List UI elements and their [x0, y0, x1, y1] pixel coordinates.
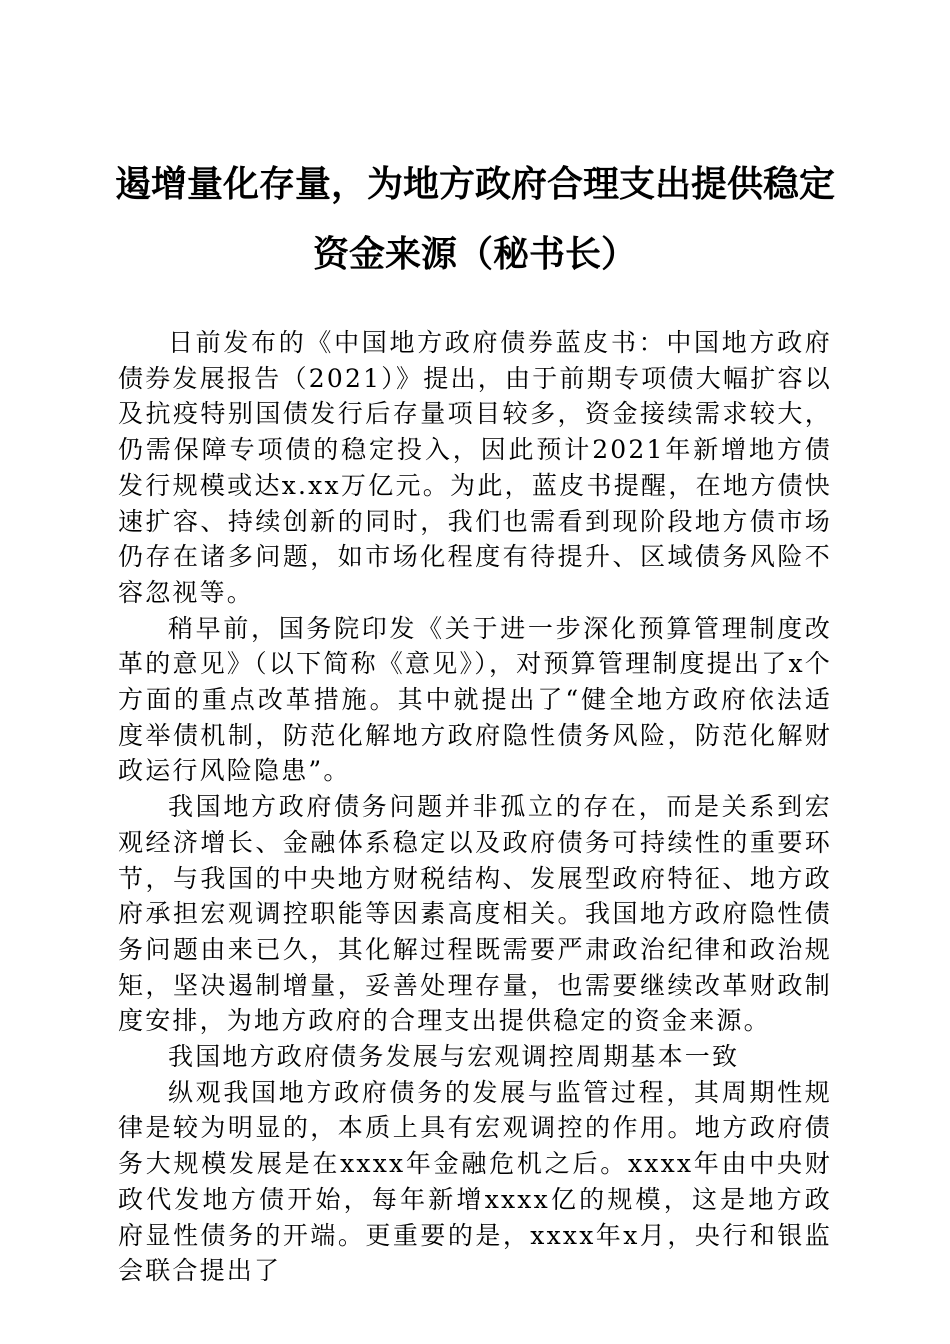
- section-heading: 我国地方政府债务发展与宏观调控周期基本一致: [168, 1042, 740, 1072]
- paragraph-1: 日前发布的《中国地方政府债券蓝皮书：中国地方政府债券发展报告（2021）》提出，由于前期专项债大幅扩容以及抗疫特别国债发行后存量项目较多，资金接续需求较大，仍需保障专项债的稳定投入，因此预计2021年新增地方债发行规模或达x.xx万亿元。为此，蓝皮书提醒，在地方债快速扩容、持续创新的同时，我们也需看到现阶段地方债市场仍存在诸多问题，如市场化程度有待提升、区域债务风险不容忽视等。: [118, 328, 832, 607]
- document-title-line-1: 遏增量化存量，为地方政府合理支出提供稳定: [114, 164, 835, 205]
- paragraph-2: 稍早前，国务院印发《关于进一步深化预算管理制度改革的意见》（以下简称《意见》），对预算管理制度提出了x个方面的重点改革措施。其中就提出了“健全地方政府依法适度举债机制，防范化解地方政府隐性债务风险，防范化解财政运行风险隐患”。: [118, 613, 832, 786]
- paragraph-4: 纵观我国地方政府债务的发展与监管过程，其周期性规律是较为明显的，本质上具有宏观调控的作用。地方政府债务大规模发展是在xxxx年金融危机之后。xxxx年由中央财政代发地方债开始，每年新增xxxx亿的规模，这是地方政府显性债务的开端。更重要的是，xxxx年x月，央行和银监会联合提出了: [118, 1077, 832, 1286]
- paragraph-3: 我国地方政府债务问题并非孤立的存在，而是关系到宏观经济增长、金融体系稳定以及政府债务可持续性的重要环节，与我国的中央地方财税结构、发展型政府特征、地方政府承担宏观调控职能等因素高度相关。我国地方政府隐性债务问题由来已久，其化解过程既需要严肃政治纪律和政治规矩，坚决遏制增量，妥善处理存量，也需要继续改革财政制度安排，为地方政府的合理支出提供稳定的资金来源。: [118, 792, 832, 1036]
- document-title-line-2: 资金来源（秘书长）: [312, 234, 637, 275]
- document-body: [118, 325, 832, 1289]
